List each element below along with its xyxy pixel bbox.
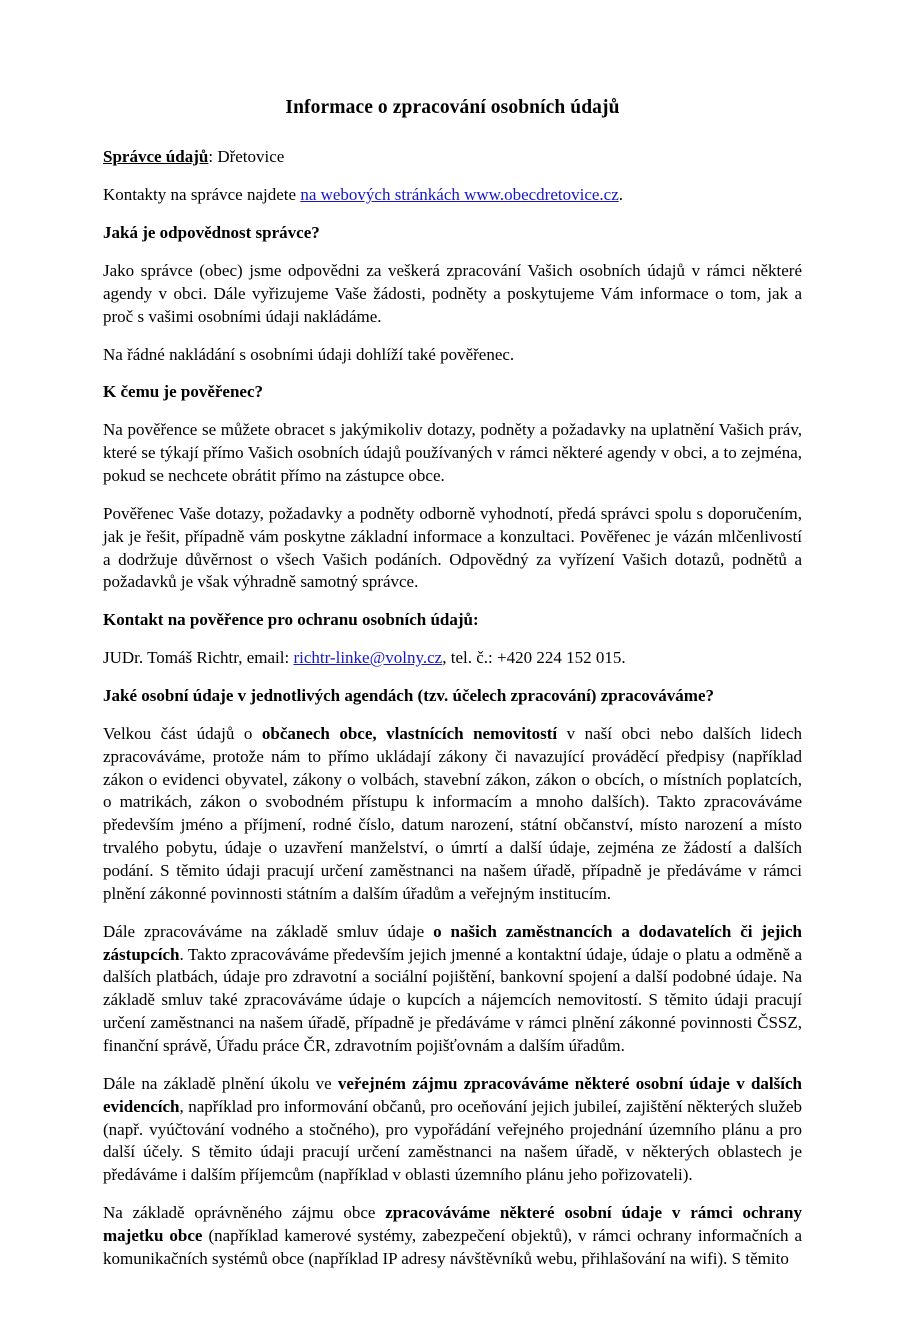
paragraph-citizens: [103, 723, 802, 906]
paragraph-responsibility-1: Jako správce (obec) jsme odpovědni za veškerá zpracování Vašich osobních údajů v rámci některé agendy v obci. Dále vyřizujeme Vaše žádosti, podněty a poskytujeme Vám informace o tom, jak a proč s vašimi osobními údaji nakládáme.: [103, 260, 802, 326]
legitimate-interest-emphasis: zpracováváme některé osobní údaje v rámci ochrany majetku obce: [103, 1203, 803, 1246]
contacts-prefix: Kontakty na správce najdete: [103, 185, 301, 205]
dpo-name: JUDr. Tomáš Richtr, email:: [103, 648, 294, 668]
paragraph-public-interest: [103, 1073, 802, 1187]
public-interest-text-1: Dále na základě plnění úkolu ve: [103, 1073, 338, 1093]
dpo-contact-suffix: .: [621, 648, 626, 668]
citizens-text-2: v naší obci nebo dalších lidech zpracováváme, protože nám to přímo ukládají zákony či navazující prováděcí předpisy (například zákon o evidenci obyvatel, zákony o volbách, stavební zákon, zákon o obcích, o místních poplatcích, o matrikách, zákon o svobodném přístupu k informacím a mnoho dalších). Takto zpracováváme především jméno a příjmení, rodné číslo, datum narození, státní občanství, místo narození a místo trvalého pobytu, údaje o uzavření manželství, o úmrtí a další údaje, zejména ze žádostí a dalších podání. S těmito údaji pracují určení zaměstnanci na našem úřadě, případně je předáváme v rámci plnění zákonné povinnosti státním a dalším úřadům a veřejným institucím.: [103, 723, 803, 903]
heading-responsibility: Jaká je odpovědnost správce?: [103, 223, 320, 243]
controller-line: [103, 146, 802, 169]
contacts-suffix: .: [618, 185, 624, 205]
public-interest-emphasis: veřejném zájmu zpracováváme některé osobní údaje v dalších evidencích: [103, 1073, 802, 1116]
citizens-emphasis: občanech obce, vlastnících nemovitostí: [261, 723, 558, 743]
public-interest-text-2: , například pro informování občanů, pro oceňování jejich jubileí, zajištění některých služeb (např. vyúčtování vodného a stočného), pro vypořádání veřejného projednání územního plánu a pro další účely. S těmito údaji pracují určení zaměstnanci na našem úřadě, v některých oblastech je předáváme i dalším příjemcům (například v oblasti územního plánu jeho pořizovateli).: [103, 1096, 802, 1185]
citizens-text-1: Velkou část údajů o: [103, 723, 262, 743]
heading-agendas: Jaké osobní údaje v jednotlivých agendách (tzv. účelech zpracování) zpracováváme?: [103, 685, 715, 705]
controller-value: Dřetovice: [217, 147, 285, 167]
paragraph-dpo-2: Pověřenec Vaše dotazy, požadavky a podněty odborně vyhodnotí, předá správci spolu s doporučením, jak je řešit, případně vám poskytne základní informace a konzultaci. Pověřenec je vázán mlčenlivostí a dodržuje důvěrnost o všech Vašich podáních. Odpovědný za vyřízení Vašich dotazů, podnětů a požadavků je však výhradně samotný správce.: [103, 503, 802, 592]
heading-dpo-purpose: K čemu je pověřenec?: [103, 382, 264, 402]
paragraph-responsibility-2: Na řádné nakládání s osobními údaji dohlíží také pověřenec.: [103, 344, 515, 364]
employees-text-2: . Takto zpracováváme především jejich jmenné a kontaktní údaje, údaje o platu a odměně a dalších platbách, údaje pro zdravotní a sociální pojištění, bankovní spojení a další podobné údaje. Na základě smluv také zpracováváme údaje o kupcích a nájemcích nemovitostí. S těmito údaji pracují určení zaměstnanci na našem úřadě, případně je předáváme v rámci plnění zákonné povinnosti ČSSZ, finanční správě, Úřadu práce ČR, zdravotním pojišťovnám a dalším úřadům.: [103, 944, 802, 1056]
dpo-phone-prefix: , tel. č.:: [442, 648, 497, 668]
paragraph-employees: [103, 921, 802, 1058]
website-link[interactable]: na webových stránkách www.obecdretovice.cz: [300, 185, 619, 205]
legitimate-interest-text-2: (například kamerové systémy, zabezpečení objektů), v rámci ochrany informačních a komunikačních systémů obce (například IP adresy návštěvníků webu, přihlašování na wifi). S těmito: [103, 1226, 803, 1268]
employees-text-1: Dále zpracováváme na základě smluv údaje: [103, 921, 434, 941]
contacts-line: [103, 184, 802, 207]
controller-label: Správce údajů: [103, 147, 209, 167]
heading-dpo-contact: Kontakt na pověřence pro ochranu osobních údajů:: [103, 610, 479, 630]
legitimate-interest-text-1: Na základě oprávněného zájmu obce: [103, 1203, 386, 1223]
dpo-phone: +420 224 152 015: [496, 648, 622, 668]
employees-emphasis: o našich zaměstnancích a dodavatelích či jejich zástupcích: [103, 921, 802, 964]
paragraph-dpo-1: Na pověřence se můžete obracet s jakýmikoliv dotazy, podněty a požadavky na uplatnění Vašich práv, které se týkají přímo Vašich osobních údajů používaných v rámci některé agendy v obci, a to zejména, pokud se nechcete obrátit přímo na zástupce obce.: [103, 420, 802, 485]
page-title: Informace o zpracování osobních údajů: [285, 97, 620, 118]
dpo-email-link[interactable]: richtr-linke@volny.cz: [293, 648, 443, 668]
controller-separator: :: [208, 147, 218, 167]
dpo-contact-line: [103, 647, 802, 670]
paragraph-legitimate-interest: [103, 1202, 802, 1271]
